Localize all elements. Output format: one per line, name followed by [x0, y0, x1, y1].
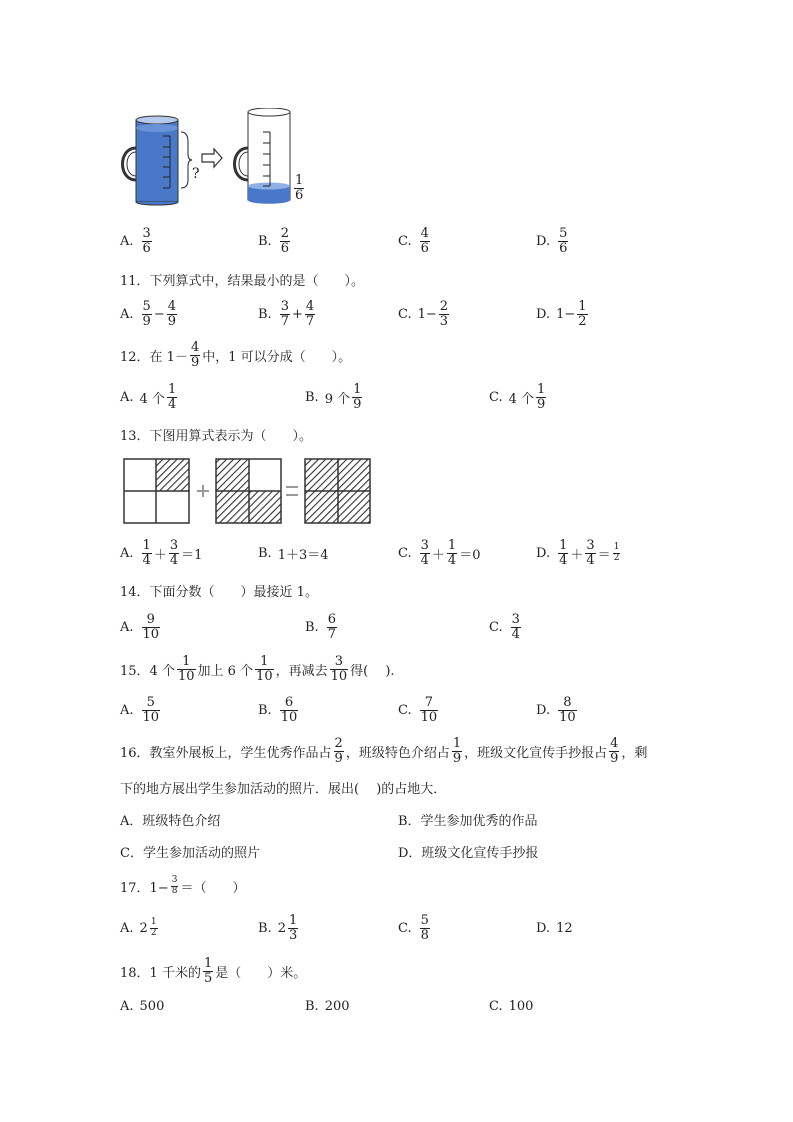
- question-text: 14．下面分数（ ）最接近 1。: [120, 584, 318, 600]
- result: ＝0: [459, 547, 481, 563]
- q11-option-b[interactable]: [258, 299, 317, 329]
- whole-number: 2: [277, 920, 286, 936]
- question-text: 中，1 可以分成（ ）。: [202, 349, 352, 365]
- question-text: ，班级文化宣传手抄报占: [464, 745, 608, 761]
- q16-option-b[interactable]: [398, 804, 538, 834]
- question-text: 15．4 个: [120, 663, 175, 679]
- option-label: A.: [120, 702, 134, 718]
- question-text: 得( ).: [350, 663, 395, 679]
- q14-option-a[interactable]: [120, 612, 162, 642]
- frac-num: 7: [424, 694, 434, 710]
- q15-stem: [120, 654, 395, 684]
- frac-den: 9: [353, 396, 362, 412]
- frac-num: 5: [559, 225, 568, 241]
- option-label: D.: [536, 702, 551, 718]
- frac-num: 3: [169, 537, 179, 553]
- frac-den: 9: [334, 750, 343, 766]
- question-text: 18．1 千米的: [120, 965, 201, 981]
- q18-stem: [120, 956, 306, 986]
- operator: ＋: [570, 547, 584, 563]
- question-text: ，剩: [621, 745, 648, 761]
- option-text: 12: [556, 920, 573, 936]
- frac-den: 10: [142, 626, 160, 642]
- frac-den: 4: [559, 552, 568, 568]
- cup-fraction-den: 6: [295, 187, 304, 203]
- q11-option-a[interactable]: [120, 299, 179, 329]
- frac-den: 3: [288, 927, 298, 943]
- frac-den: 3: [439, 313, 449, 329]
- frac-den: 6: [559, 240, 568, 256]
- frac-num: 2: [334, 735, 343, 751]
- option-text: D．班级文化宣传手抄报: [398, 845, 539, 861]
- q14-stem: [120, 575, 318, 605]
- q10-option-a[interactable]: [120, 226, 154, 256]
- option-label: A.: [120, 233, 134, 249]
- right-arrow-icon: [202, 149, 222, 167]
- q13-option-c[interactable]: [398, 538, 480, 568]
- q15-option-d[interactable]: [536, 695, 579, 725]
- q11-option-d[interactable]: [536, 299, 590, 329]
- option-text: 1＋3＝4: [277, 547, 329, 563]
- frac-num: 3: [511, 611, 520, 627]
- option-label: C.: [398, 920, 412, 936]
- option-label: D.: [536, 233, 551, 249]
- option-label: A.: [120, 619, 134, 635]
- question-text: 11．下列算式中，结果最小的是（ ）。: [120, 273, 365, 289]
- q12-option-b[interactable]: [305, 382, 364, 412]
- frac-num: 6: [327, 611, 336, 627]
- frac-num: 4: [305, 298, 315, 314]
- frac-num: 3: [280, 298, 289, 314]
- frac-num: 2: [280, 225, 289, 241]
- frac-num: 5: [142, 298, 151, 314]
- option-label: A.: [120, 545, 134, 561]
- option-text: A．班级特色介绍: [120, 813, 221, 829]
- q17-option-a[interactable]: [120, 913, 160, 943]
- option-text: C．学生参加活动的照片: [120, 845, 260, 861]
- frac-den: 9: [167, 313, 176, 329]
- frac-den: 9: [452, 750, 462, 766]
- result: ＝1: [181, 547, 203, 563]
- frac-den: 9: [190, 354, 200, 370]
- frac-den: 10: [280, 709, 298, 725]
- option-label: C.: [398, 233, 412, 249]
- option-label: B.: [258, 545, 272, 561]
- frac-num: 4: [190, 339, 200, 355]
- frac-den: 6: [420, 240, 429, 256]
- q15-option-c[interactable]: [398, 695, 440, 725]
- q10-option-c[interactable]: [398, 226, 432, 256]
- q12-stem: [120, 340, 351, 370]
- q15-option-b[interactable]: [258, 695, 300, 725]
- frac-den: 7: [327, 626, 336, 642]
- frac-num: 1: [559, 537, 568, 553]
- operator: ＋: [431, 547, 445, 563]
- q18-option-c[interactable]: [489, 991, 533, 1021]
- frac-den: 4: [167, 396, 177, 412]
- q11-stem: [120, 264, 364, 294]
- frac-num: 3: [586, 537, 595, 553]
- q17-option-c[interactable]: [398, 913, 432, 943]
- option-text: 200: [324, 998, 350, 1014]
- q14-option-b[interactable]: [305, 612, 339, 642]
- option-label: C.: [489, 389, 503, 405]
- q17-option-b[interactable]: [258, 913, 300, 943]
- equals-sign: ＝: [597, 547, 611, 563]
- frac-den: 5: [203, 970, 213, 986]
- frac-num: 1: [142, 537, 151, 553]
- option-label: C.: [398, 702, 412, 718]
- frac-den: 7: [280, 313, 289, 329]
- frac-den: 4: [586, 552, 595, 568]
- option-text: 4 个: [139, 391, 165, 407]
- question-text: 13．下图用算式表示为（ ）。: [120, 428, 313, 444]
- option-text: B．学生参加优秀的作品: [398, 813, 538, 829]
- frac-den: 4: [169, 552, 179, 568]
- frac-num: 4: [167, 298, 176, 314]
- option-label: C.: [398, 306, 412, 322]
- frac-num: 1: [353, 381, 362, 397]
- option-label: D.: [536, 920, 551, 936]
- frac-den: 10: [256, 668, 273, 684]
- option-label: B.: [305, 998, 319, 1014]
- frac-num: 5: [146, 694, 155, 710]
- frac-den: 6: [280, 240, 289, 256]
- frac-den: 9: [610, 750, 619, 766]
- frac-den: 4: [511, 626, 520, 642]
- option-text: 100: [508, 998, 534, 1014]
- frac-num: 1: [613, 542, 620, 553]
- option-text: 500: [139, 998, 165, 1014]
- q13-option-b[interactable]: [258, 538, 329, 568]
- frac-num: 1: [452, 735, 462, 751]
- q12-option-c[interactable]: [489, 382, 548, 412]
- frac-den: 9: [142, 313, 151, 329]
- frac-den: 10: [420, 709, 438, 725]
- frac-den: 8: [420, 927, 429, 943]
- option-label: B.: [258, 233, 272, 249]
- option-label: B.: [305, 389, 319, 405]
- q13-option-d[interactable]: [536, 538, 622, 568]
- frac-den: 8: [171, 885, 178, 896]
- frac-num: 1: [150, 917, 157, 928]
- whole-number: 2: [139, 920, 148, 936]
- frac-den: 4: [447, 552, 457, 568]
- q16-option-d[interactable]: [398, 836, 538, 866]
- question-text: 16．教室外展板上，学生优秀作品占: [120, 745, 332, 761]
- option-label: C.: [489, 998, 503, 1014]
- partial-cup: [235, 108, 291, 204]
- grid-equation-figure: [122, 457, 374, 527]
- option-label: B.: [258, 702, 272, 718]
- question-text: 12．在 1－: [120, 349, 188, 365]
- frac-den: 7: [305, 313, 315, 329]
- question-text: 下的地方展出学生参加活动的照片．展出( )的占地大．: [120, 781, 447, 797]
- frac-num: 3: [142, 225, 151, 241]
- option-label: C.: [398, 545, 412, 561]
- question-text: 17．1−: [120, 880, 169, 896]
- frac-den: 10: [177, 668, 195, 684]
- option-label: C.: [489, 619, 503, 635]
- option-label: B.: [258, 920, 272, 936]
- cup-fraction: [294, 174, 304, 202]
- question-text: 加上 6 个: [197, 663, 254, 679]
- option-label: A.: [120, 998, 134, 1014]
- q18-option-a[interactable]: [120, 991, 164, 1021]
- frac-den: 4: [420, 552, 429, 568]
- frac-num: 6: [284, 694, 294, 710]
- question-text: ＝（ ）: [180, 880, 246, 896]
- q11-option-c[interactable]: [398, 299, 451, 329]
- frac-num: 1: [578, 298, 587, 314]
- frac-num: 1: [182, 653, 191, 669]
- q16-stem-line2: [120, 772, 446, 802]
- q13-stem: [120, 419, 312, 449]
- option-label: A.: [120, 920, 134, 936]
- frac-num: 3: [171, 875, 178, 886]
- q18-option-b[interactable]: [305, 991, 350, 1021]
- q14-option-c[interactable]: [489, 612, 523, 642]
- question-mark: ?: [192, 166, 200, 182]
- q10-option-b[interactable]: [258, 226, 292, 256]
- frac-num: 1: [203, 955, 213, 971]
- question-text: 是（ ）米。: [215, 965, 307, 981]
- q16-option-a[interactable]: [120, 804, 220, 834]
- q17-stem: [120, 871, 245, 901]
- frac-num: 3: [420, 537, 429, 553]
- q16-stem-line1: [120, 736, 647, 766]
- frac-num: 4: [610, 735, 619, 751]
- q17-option-d[interactable]: [536, 913, 573, 943]
- frac-den: 2: [578, 313, 587, 329]
- frac-num: 1: [537, 381, 546, 397]
- option-label: D.: [536, 545, 551, 561]
- q15-option-a[interactable]: [120, 695, 162, 725]
- question-text: ，班级特色介绍占: [345, 745, 450, 761]
- frac-den: 10: [330, 668, 348, 684]
- frac-num: 1: [447, 537, 457, 553]
- option-label: D.: [536, 306, 551, 322]
- frac-num: 2: [439, 298, 449, 314]
- option-label: A.: [120, 389, 134, 405]
- frac-num: 1: [288, 912, 298, 928]
- q10-option-d[interactable]: [536, 226, 570, 256]
- frac-den: 10: [559, 709, 576, 725]
- frac-num: 9: [146, 611, 155, 627]
- q13-option-a[interactable]: [120, 538, 202, 568]
- full-cup: [123, 116, 193, 205]
- option-text: 9 个: [324, 391, 351, 407]
- frac-num: 1: [167, 381, 177, 397]
- option-label: B.: [258, 306, 272, 322]
- frac-den: 4: [142, 552, 151, 568]
- frac-num: 1: [260, 653, 269, 669]
- option-text: 4 个: [508, 391, 535, 407]
- frac-den: 10: [142, 709, 160, 725]
- operator: ＋: [153, 547, 167, 563]
- frac-den: 9: [537, 396, 546, 412]
- expression-prefix: 1−: [417, 306, 437, 322]
- frac-den: 2: [150, 927, 157, 938]
- operator: −: [153, 306, 165, 322]
- cup-fraction-num: 1: [295, 173, 304, 188]
- frac-num: 3: [334, 653, 344, 669]
- measuring-cups-figure: [118, 108, 318, 208]
- q16-option-c[interactable]: [120, 836, 260, 866]
- q12-option-a[interactable]: [120, 382, 179, 412]
- frac-num: 4: [420, 225, 429, 241]
- frac-num: 8: [563, 694, 572, 710]
- option-label: A.: [120, 306, 134, 322]
- frac-den: 2: [613, 552, 620, 563]
- expression-prefix: 1−: [556, 306, 576, 322]
- frac-den: 6: [142, 240, 151, 256]
- option-label: B.: [305, 619, 319, 635]
- question-text: ，再减去: [275, 663, 328, 679]
- frac-num: 5: [420, 912, 429, 928]
- operator: +: [291, 306, 303, 322]
